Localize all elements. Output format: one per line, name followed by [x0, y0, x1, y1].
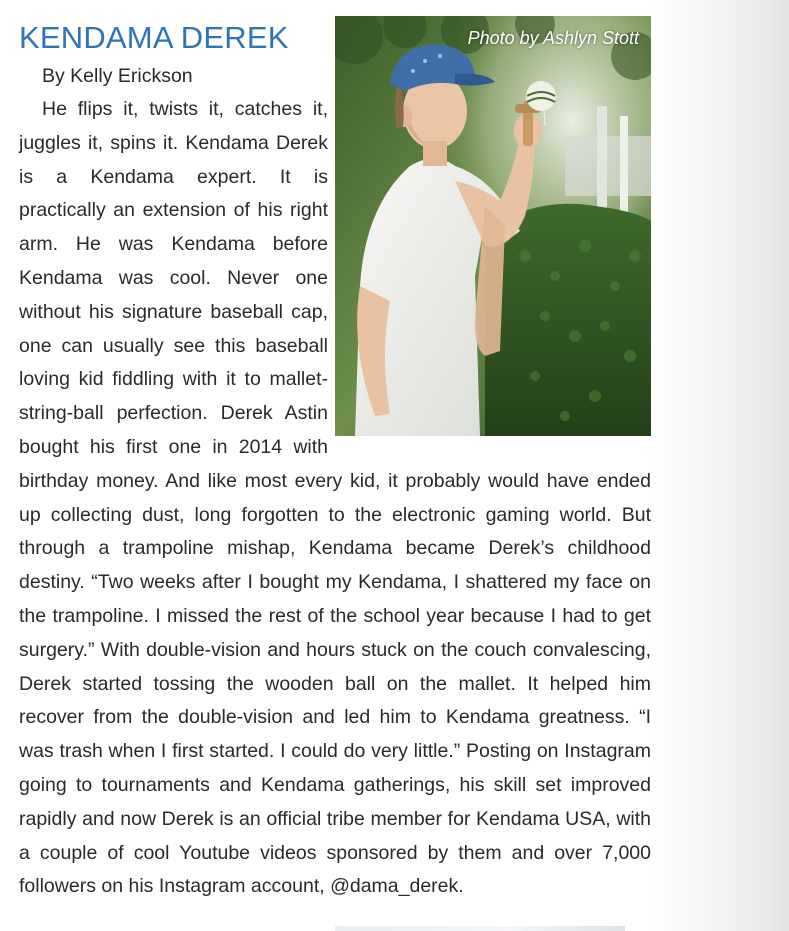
next-photo-edge: [335, 926, 625, 931]
article-body-text: He flips it, twists it, catches it, juggles it, spins it. Kendama Derek is a Kendama expert. It is practically an extension of his right arm. He was Kendama before Kendama was cool. Never one without his signature baseball cap, one can usually see this baseball loving kid fiddling with it to mallet-string-ball perfection. Derek Astin bought his first one in 2014 with birthday money. And like most every kid, it probably would have ended up collecting dust, long forgotten to the electronic gaming world. But through a trampoline mishap, Kendama became Derek’s childhood destiny. “Two weeks after I bought my Kendama, I shattered my face on the trampoline. I missed the rest of the school year because I had to get surgery.” With double-vision and hours stuck on the couch convalescing, Derek started tossing the wooden ball on the mallet. It helped him recover from the double-vision and led him to Kendama greatness. “I was trash when I first started. I could do very little.” Posting on Instagram going to tournaments and Kendama gatherings, his skill set improved rapidly and now Derek is an official tribe member for Kendama USA, with a couple of cool Youtube videos sponsored by them and over 7,000 followers on his Instagram account, @dama_derek.: [19, 98, 651, 898]
photo-wrap-spacer: [328, 93, 651, 443]
article-body: [19, 93, 651, 904]
photo-credit: Photo by Ashlyn Stott: [467, 28, 639, 48]
article-title: KENDAMA DEREK: [19, 20, 289, 55]
article-byline: By Kelly Erickson: [42, 65, 193, 87]
